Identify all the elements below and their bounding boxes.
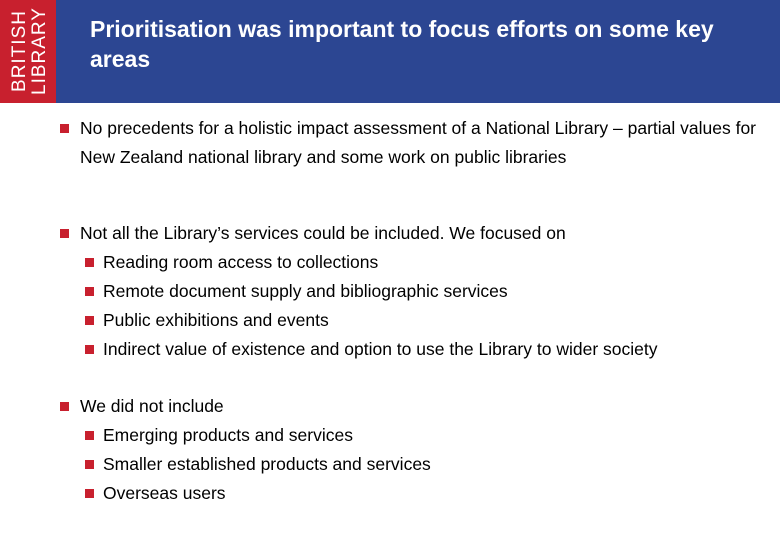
sub-bullet-item: Emerging products and services (103, 425, 353, 445)
bullet-text: We did not include (80, 396, 224, 416)
sub-bullet-item: Overseas users (103, 483, 226, 503)
bullet-square-icon (60, 402, 69, 411)
bullet-text: Not all the Library’s services could be included. We focused on (80, 223, 566, 243)
sub-bullet-item: Remote document supply and bibliographic services (103, 281, 508, 301)
bullet-square-icon (60, 124, 69, 133)
bullet-square-icon (60, 229, 69, 238)
bullet-text: No precedents for a holistic impact assessment of a National Library – partial values for New Zealand national library and some work on public libraries (80, 118, 757, 167)
sub-bullet-item: Smaller established products and services (103, 454, 431, 474)
bullet-item-2 (80, 219, 760, 248)
sub-bullet-square-icon (85, 460, 94, 469)
bullet-item-3 (80, 392, 760, 421)
sub-bullet-square-icon (85, 258, 94, 267)
sub-bullet-square-icon (85, 345, 94, 354)
sub-bullet-square-icon (85, 316, 94, 325)
sub-bullet-item: Public exhibitions and events (103, 310, 329, 330)
sub-bullet-square-icon (85, 431, 94, 440)
slide-title: Prioritisation was important to focus efforts on some key areas (90, 16, 714, 72)
logo-line-british: BRITISH (9, 10, 30, 92)
sub-bullet-square-icon (85, 489, 94, 498)
sub-bullet-item: Reading room access to collections (103, 252, 379, 272)
bullet-item-1 (80, 114, 760, 172)
sub-bullet-item: Indirect value of existence and option to use the Library to wider society (103, 339, 658, 359)
logo-line-library: LIBRARY (29, 7, 50, 95)
sub-bullet-square-icon (85, 287, 94, 296)
